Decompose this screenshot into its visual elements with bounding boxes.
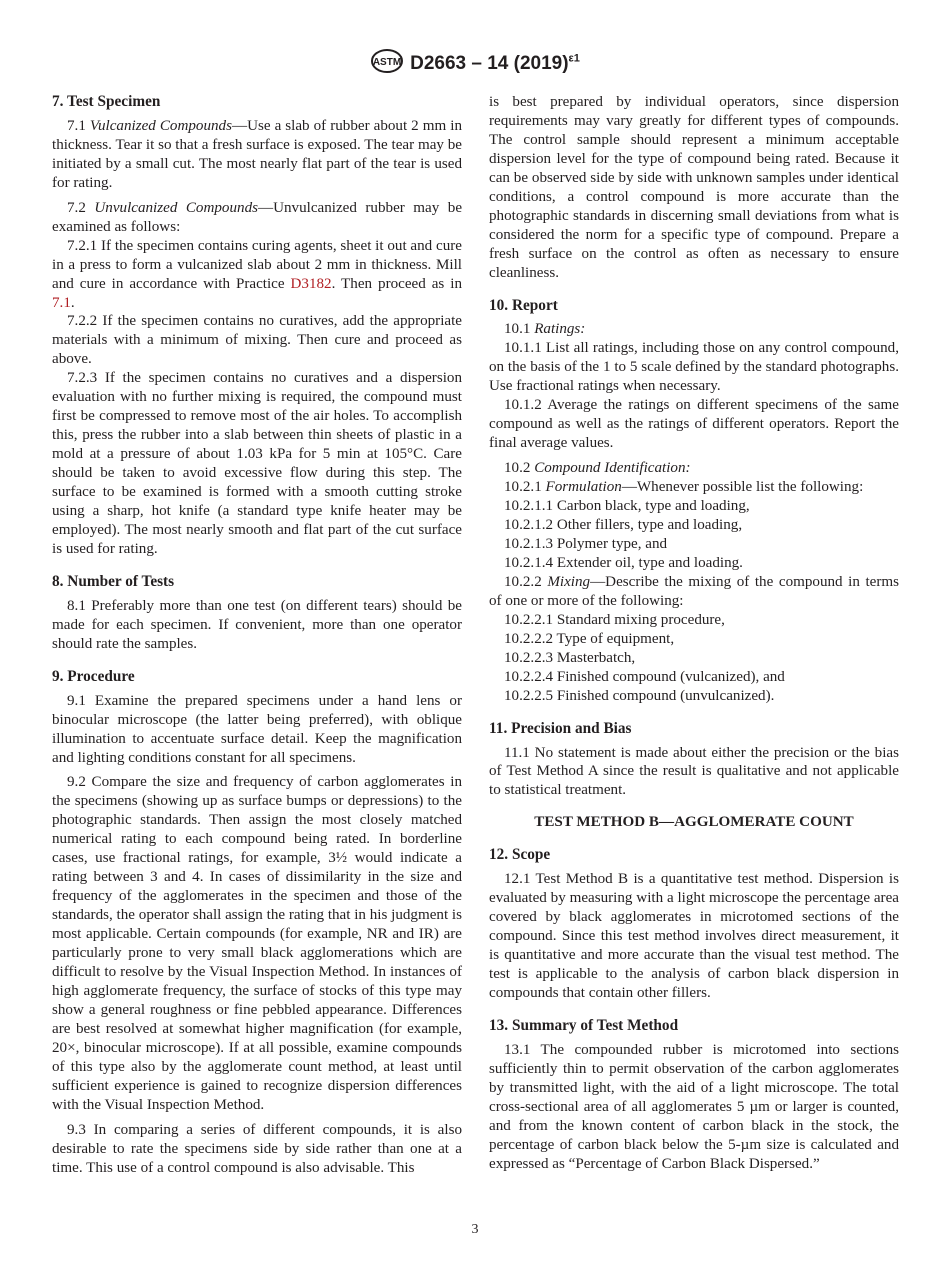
paragraph	[489, 870, 899, 1003]
text-run: 10.2	[504, 460, 535, 477]
section-heading: 10. Report	[489, 296, 558, 314]
text-run: —Whenever possible list the following:	[621, 479, 864, 496]
text-run: 10.1.1 List all ratings, including those on any control compound, on the basis of the 1 to 5 scale defined by the standard photographs. Use fractional ratings when necessary.	[489, 340, 899, 395]
text-run: 10.2.2.3 Masterbatch,	[504, 649, 636, 666]
text-run: 10.2.2	[504, 573, 548, 590]
astm-logo-icon	[370, 48, 404, 74]
paragraph	[489, 320, 899, 339]
text-run: —Unvulcanized rubber may be examined as follows:	[52, 199, 463, 235]
italic-term: Vulcanized Compounds	[89, 117, 232, 134]
paragraph	[489, 339, 899, 396]
text-run: 10.2.2.1 Standard mixing procedure,	[504, 611, 725, 628]
paragraph	[52, 312, 462, 369]
paragraph	[489, 649, 899, 668]
paragraph	[489, 630, 899, 649]
italic-term: Compound Identification:	[534, 460, 691, 477]
text-run: 7.2	[67, 199, 95, 216]
text-run: 10.2.1	[504, 479, 546, 496]
section-heading: 12. Scope	[489, 846, 551, 864]
paragraph	[489, 573, 899, 611]
italic-term: Mixing	[547, 573, 591, 590]
section-heading: 13. Summary of Test Method	[489, 1016, 679, 1034]
paragraph	[489, 554, 899, 573]
paragraph	[52, 237, 462, 313]
paragraph	[489, 478, 899, 497]
text-run: is best prepared by individual operators, since dispersion requirements may vary greatly for different types of compounds. The control sample should represent a minimum acceptable dispersion level for the type of compound being rated. Because it can be observed side by side with unknown samples under identical conditions, a control compound is more accurate than the photographic standards in discerning small deviations from what is considered the norm for a specific type of compound. Prepare a fresh surface on the control as often as necessary to ensure cleanliness.	[489, 94, 899, 281]
reference-link[interactable]: 7.1	[52, 294, 71, 311]
text-run: 10.1	[504, 321, 535, 338]
section-heading: 11. Precision and Bias	[489, 719, 632, 737]
text-run: 9.2 Compare the size and frequency of carbon agglomerates in the specimens (showing up as surface bumps or depressions) to the photographic standards. Then assign the most closely matched numerical rating to each compound being rated. In borderline cases, use fractional ratings, for example, 3½ would indicate a rating between 3 and 4. In cases of dissimilarity in the size and frequency of the agglomerates in the specimen and those of the standards, the operator shall assign the rating that in his judgment is most applicable. Certain compounds (for example, NR and IR) are particularly prone to very small black agglomerations which are difficult to resolve by the Visual Inspection Method. In instances of high agglomerate frequency, the surface of stocks of this type may show a general roughness or fine pebbled appearance. Differences are best resolved at somewhat higher magnification (for example, 20×, binocular microscope). If at all possible, examine compounds of this type also by the agglomerate count method, at least until sufficient experience is gained to recognize dispersion differences with the Visual Inspection Method.	[52, 774, 462, 1113]
paragraph	[489, 497, 899, 516]
section-heading: 7. Test Specimen	[52, 93, 161, 110]
text-run: 10.1.2 Average the ratings on different specimens of the same compound as well as the ratings of different operators. Report the final average values.	[489, 397, 899, 452]
italic-term: Ratings:	[534, 321, 586, 338]
text-run: 8.1 Preferably more than one test (on different tears) should be made for each specimen. If convenient, more than one operator should rate the samples.	[52, 597, 462, 652]
paragraph	[52, 117, 462, 193]
section-heading: 9. Procedure	[52, 667, 135, 685]
paragraph	[489, 396, 899, 453]
text-run: . Then proceed as in	[331, 275, 463, 292]
text-run: 10.2.1.2 Other fillers, type and loading,	[504, 517, 743, 534]
text-run: 7.1	[67, 117, 90, 134]
text-run: 12.1 Test Method B is a quantitative test method. Dispersion is evaluated by measuring with a light microscope the percentage area covered by black agglomerates in microtomed sections of the compound. Since this test method involves direct measurement, it is quantitative and more accurate than the visual test method. The test is applicable to the analysis of carbon black dispersion in compounds that contain other fillers.	[489, 871, 899, 1001]
text-run: 10.2.2.2 Type of equipment,	[504, 630, 675, 647]
italic-term: Formulation	[545, 479, 622, 496]
text-run: 9.3 In comparing a series of different compounds, it is also desirable to rate the specimens side by side rather than one at a time. This use of a control compound is also advisable. This	[52, 1121, 462, 1176]
paragraph	[52, 1121, 462, 1178]
epsilon-superscript: ε1	[568, 52, 580, 65]
svg-text:ASTM: ASTM	[372, 57, 402, 68]
text-run: 10.2.1.4 Extender oil, type and loading.	[504, 554, 743, 571]
paragraph	[52, 597, 462, 654]
text-run: 10.2.2.5 Finished compound (unvulcanized).	[504, 687, 775, 704]
standard-designation: D2663 – 14 (2019)	[410, 53, 569, 74]
page-number: 3	[471, 1222, 479, 1237]
paragraph	[489, 516, 899, 535]
text-run: 7.2.2 If the specimen contains no curatives, add the appropriate materials with a minimum of mixing. Then cure and proceed as above.	[52, 313, 462, 368]
method-title: TEST METHOD B—AGGLOMERATE COUNT	[534, 814, 854, 831]
text-run: 13.1 The compounded rubber is microtomed into sections sufficiently thin to permit observation of the carbon agglomerates by transmitted light, with the aid of a light microscope. The total cross-sectional area of all agglomerates 5 µm or larger is counted, and from the known content of carbon black in the stock, the percentage of carbon black below the 5-µm size is calculated and expressed as “Percentage of Carbon Black Dispersed.”	[489, 1041, 899, 1172]
paragraph	[489, 687, 899, 706]
text-run: 7.2.3 If the specimen contains no curatives and a dispersion evaluation with no further mixing is required, the compound must first be compressed to remove most of the air holes. To accomplish this, press the rubber into a slab between thin sheets of plastic in a mold at a pressure of about 1.03 kPa for 5 min at 105°C. Care should be taken to avoid excessive flow during this step. The surface to be examined is formed with a smooth cutting stroke using a sharp, hot knife (a standard type knife heater may be employed). The most nearly smooth and flat part of the cut surface is used for rating.	[52, 370, 462, 557]
paragraph	[52, 369, 462, 559]
paragraph	[52, 773, 462, 1114]
paragraph	[489, 1041, 899, 1174]
paragraph	[489, 744, 899, 801]
document-header	[0, 48, 950, 75]
text-run: .	[70, 294, 75, 311]
reference-link[interactable]: D3182	[290, 275, 332, 292]
text-run: 10.2.2.4 Finished compound (vulcanized), and	[504, 668, 785, 685]
left-column	[52, 93, 462, 1177]
text-run: 7.2.1 If the specimen contains curing agents, sheet it out and cure in a press to form a vulcanized slab about 2 mm in thickness. Mill and cure in accordance with Practice	[52, 237, 462, 292]
paragraph	[52, 692, 462, 768]
right-column	[489, 93, 899, 1174]
paragraph	[489, 668, 899, 687]
paragraph	[52, 199, 462, 237]
section-heading: 8. Number of Tests	[52, 572, 175, 590]
text-run: —Use a slab of rubber about 2 mm in thickness. Tear it so that a fresh surface is exposed. The tear may be initiated by a small cut. The most nearly flat part of the tear is used for rating.	[52, 117, 462, 191]
paragraph	[489, 611, 899, 630]
text-run: 11.1 No statement is made about either the precision or the bias of Test Method A since the result is qualitative and not applicable to statistical treatment.	[489, 744, 899, 799]
paragraph	[489, 535, 899, 554]
text-run: 10.2.1.1 Carbon black, type and loading,	[504, 498, 750, 515]
text-run: 10.2.1.3 Polymer type, and	[504, 535, 668, 552]
italic-term: Unvulcanized Compounds	[94, 199, 258, 216]
paragraph	[489, 459, 899, 478]
text-run: 9.1 Examine the prepared specimens under a hand lens or binocular microscope (the latter being preferred), with oblique illumination to accentuate surface detail. Keep the magnification and lighting conditions constant for all specimens.	[52, 692, 462, 766]
paragraph	[489, 93, 899, 283]
text-run: —Describe the mixing of the compound in terms of one or more of the following:	[489, 573, 899, 609]
